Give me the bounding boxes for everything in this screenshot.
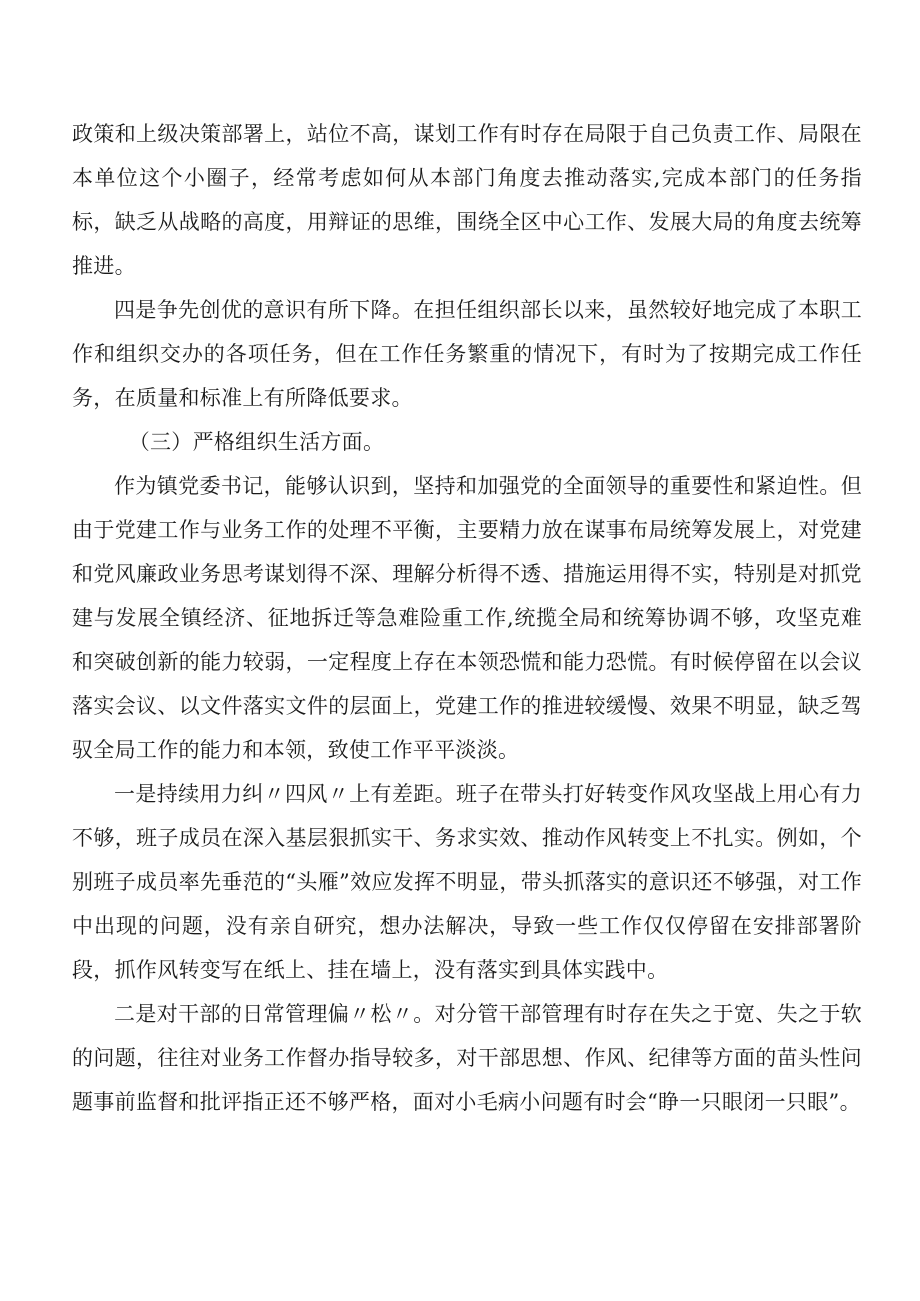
document-body <box>72 112 862 1124</box>
paragraph-policy-continuation: 政策和上级决策部署上，站位不高，谋划工作有时存在局限于自己负责工作、局限在本单位这个小圈子，经常考虑如何从本部门角度去推动落实,完成本部门的任务指标，缺乏从战略的高度，用辩证的思维，围绕全区中心工作、发展大局的角度去统筹推进。 <box>72 122 862 278</box>
paragraph-point-two: 二是对干部的日常管理偏〃松〃。对分管干部管理有时存在失之于宽、失之于软的问题，往往对业务工作督办指导较多，对干部思想、作风、纪律等方面的苗头性问题事前监督和批评指正还不够严格，面对小毛病小问题有时会“睁一只眼闭一只眼”。 <box>72 1002 862 1114</box>
paragraph-point-one: 一是持续用力纠〃四风〃上有差距。班子在带头打好转变作风攻坚战上用心有力不够，班子成员在深入基层狠抓实干、务求实效、推动作风转变上不扎实。例如，个别班子成员率先垂范的“头雁”效应发挥不明显，带头抓落实的意识还不够强，对工作中出现的问题，没有亲自研究，想办法解决，导致一些工作仅仅停留在安排部署阶段，抓作风转变写在纸上、挂在墙上，没有落实到具体实践中。 <box>72 782 862 982</box>
paragraph-party-secretary: 作为镇党委书记，能够认识到，坚持和加强党的全面领导的重要性和紧迫性。但由于党建工作与业务工作的处理不平衡，主要精力放在谋事布局统筹发展上，对党建和党风廉政业务思考谋划得不深、理解分析得不透、措施运用得不实，特别是对抓党建与发展全镇经济、征地拆迁等急难险重工作,统揽全局和统筹协调不够，攻坚克难和突破创新的能力较弱，一定程度上存在本领恐慌和能力恐慌。有时候停留在以会议落实会议、以文件落实文件的层面上，党建工作的推进较缓慢、效果不明显，缺乏驾驭全局工作的能力和本领，致使工作平平淡淡。 <box>72 474 862 762</box>
section-heading-organization-life: （三）严格组织生活方面。 <box>128 430 385 454</box>
paragraph-point-four: 四是争先创优的意识有所下降。在担任组织部长以来，虽然较好地完成了本职工作和组织交办的各项任务，但在工作任务繁重的情况下，有时为了按期完成工作任务，在质量和标准上有所降低要求。 <box>72 298 862 410</box>
